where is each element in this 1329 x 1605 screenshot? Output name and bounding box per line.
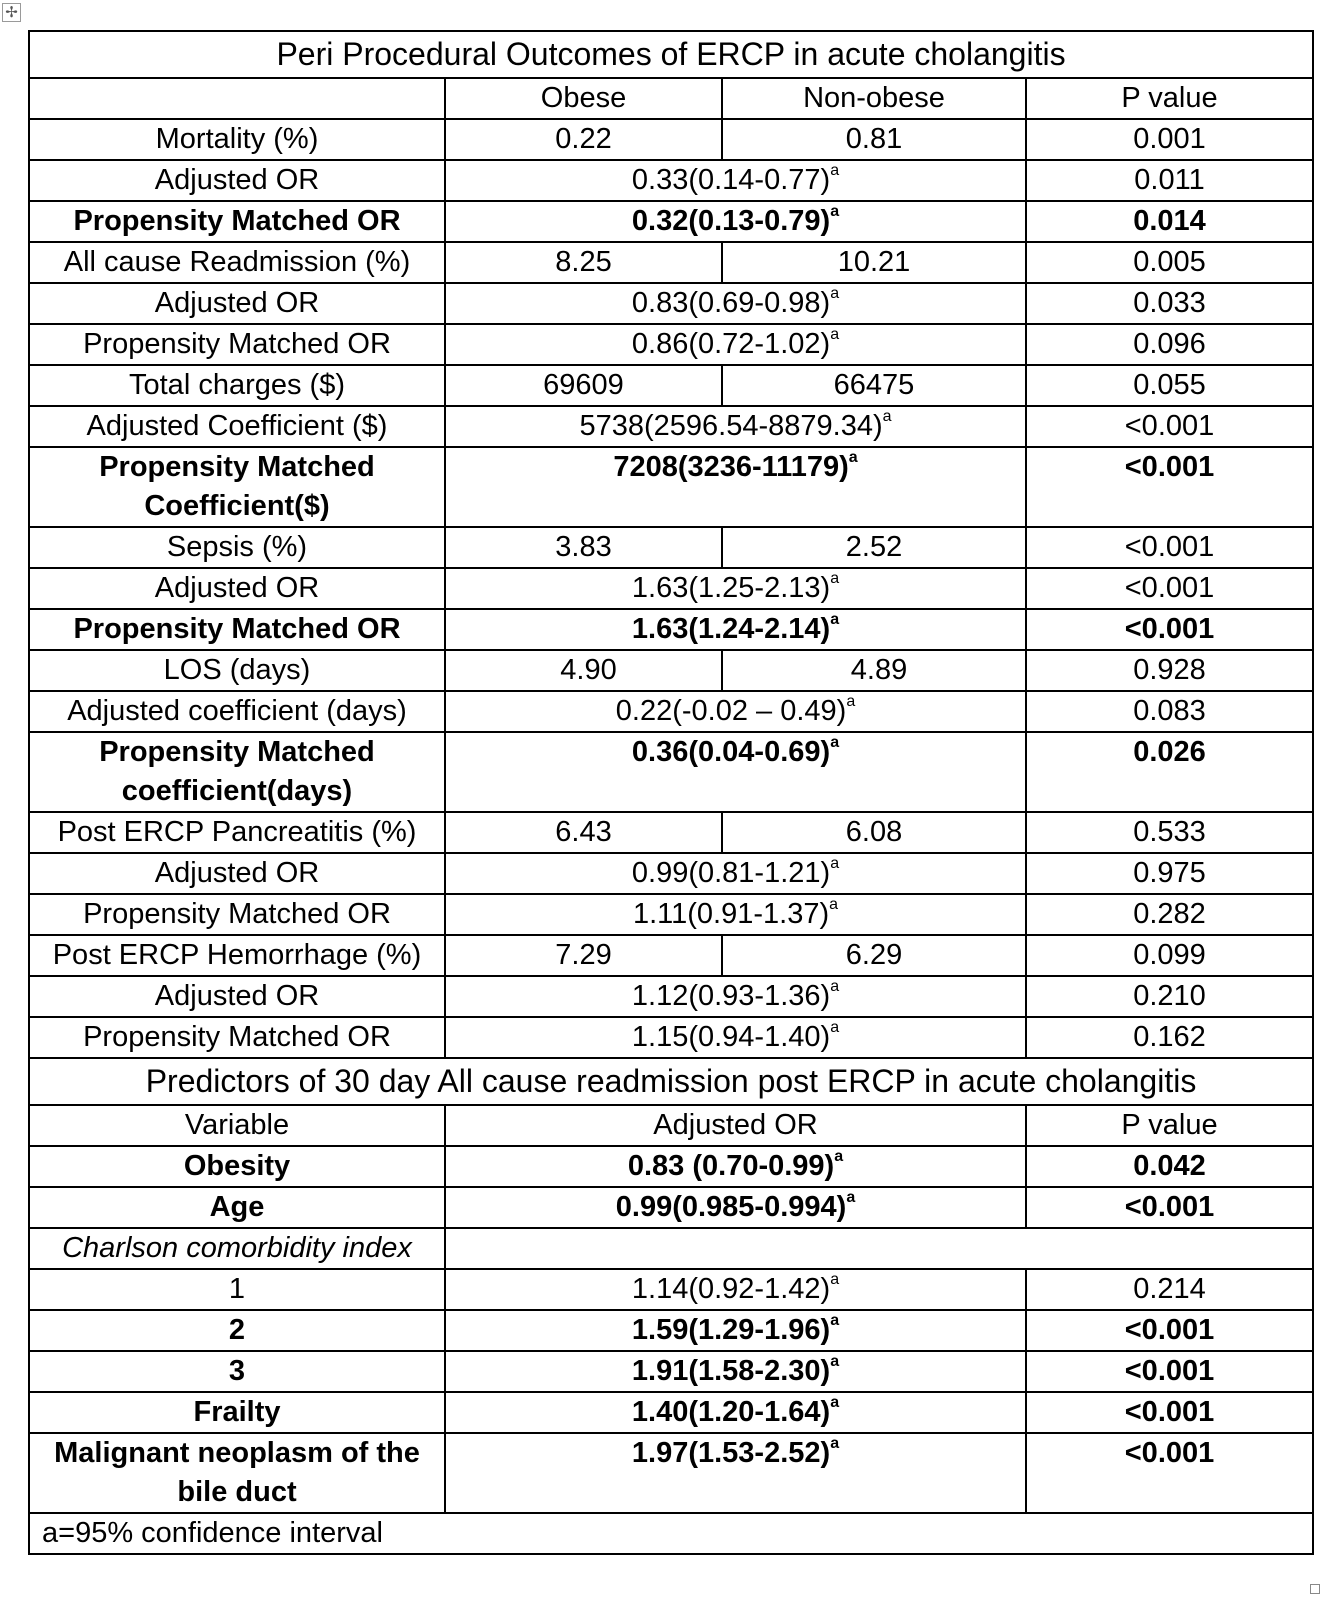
nonobese-value: 66475 — [722, 365, 1026, 406]
table-row — [29, 1187, 1313, 1228]
table-row — [29, 447, 1313, 527]
obese-value: 6.43 — [445, 812, 722, 853]
row-label: Adjusted OR — [29, 853, 445, 894]
p-value: <0.001 — [1026, 1187, 1313, 1228]
or-value: $1.59(1.29-1.96)^a$ — [445, 1310, 1026, 1351]
p-value: 0.928 — [1026, 650, 1313, 691]
row-label: 2 — [29, 1310, 445, 1351]
row-label: Age — [29, 1187, 445, 1228]
combined-value: 0.22(-0.02 – 0.49)$^a$ — [445, 691, 1026, 732]
table-row — [29, 324, 1313, 365]
p-value: 0.533 — [1026, 812, 1313, 853]
combined-value: $0.86(0.72-1.02)^a$ — [445, 324, 1026, 365]
table-row — [29, 527, 1313, 568]
header-pvalue-2: P value — [1026, 1105, 1313, 1146]
combined-value: $1.63(1.24-2.14)^a$ — [445, 609, 1026, 650]
p-value: 0.042 — [1026, 1146, 1313, 1187]
nonobese-value: 10.21 — [722, 242, 1026, 283]
row-label: LOS (days) — [29, 650, 445, 691]
p-value: 0.026 — [1026, 732, 1313, 812]
p-value: 0.162 — [1026, 1017, 1313, 1058]
row-label: Obesity — [29, 1146, 445, 1187]
p-value: <0.001 — [1026, 1310, 1313, 1351]
table-row — [29, 853, 1313, 894]
table-row — [29, 1146, 1313, 1187]
p-value: 0.083 — [1026, 691, 1313, 732]
table-row — [29, 732, 1313, 812]
row-label: Adjusted OR — [29, 976, 445, 1017]
row-label: Propensity Matched OR — [29, 609, 445, 650]
combined-value: $0.36(0.04-0.69)^a$ — [445, 732, 1026, 812]
nonobese-value: 6.29 — [722, 935, 1026, 976]
table1-title: Peri Procedural Outcomes of ERCP in acute cholangitis — [29, 31, 1313, 78]
p-value: <0.001 — [1026, 447, 1313, 527]
p-value: <0.001 — [1026, 1433, 1313, 1513]
obese-value: 7.29 — [445, 935, 722, 976]
table-row — [29, 812, 1313, 853]
or-value: $0.99(0.985-0.994)^a$ — [445, 1187, 1026, 1228]
results-table — [28, 30, 1314, 1555]
obese-value: 3.83 — [445, 527, 722, 568]
or-value: $1.14(0.92-1.42)^a$ — [445, 1269, 1026, 1310]
p-value: <0.001 — [1026, 609, 1313, 650]
table-row — [29, 609, 1313, 650]
p-value: 0.011 — [1026, 160, 1313, 201]
table-row — [29, 1269, 1313, 1310]
or-value: $1.91(1.58-2.30)^a$ — [445, 1351, 1026, 1392]
p-value: 0.055 — [1026, 365, 1313, 406]
row-label: Adjusted OR — [29, 283, 445, 324]
table-row — [29, 976, 1313, 1017]
nonobese-value: 6.08 — [722, 812, 1026, 853]
table-row — [29, 406, 1313, 447]
row-label: Charlson comorbidity index — [29, 1228, 445, 1269]
table-row — [29, 650, 1313, 691]
table-row — [29, 242, 1313, 283]
row-label: Mortality (%) — [29, 119, 445, 160]
or-value: $1.97(1.53-2.52)^a$ — [445, 1433, 1026, 1513]
table-row — [29, 283, 1313, 324]
obese-value: 0.22 — [445, 119, 722, 160]
obese-value: 4.90 — [445, 650, 722, 691]
row-label: Adjusted Coefficient ($) — [29, 406, 445, 447]
row-label: Adjusted OR — [29, 568, 445, 609]
p-value: <0.001 — [1026, 1392, 1313, 1433]
header-obese: Obese — [445, 78, 722, 119]
table-row — [29, 201, 1313, 242]
row-label: Frailty — [29, 1392, 445, 1433]
combined-value: $0.99(0.81-1.21)^a$ — [445, 853, 1026, 894]
header-nonobese: Non-obese — [722, 78, 1026, 119]
table-row — [29, 894, 1313, 935]
p-value: 0.033 — [1026, 283, 1313, 324]
combined-value: $1.12(0.93-1.36)^a$ — [445, 976, 1026, 1017]
or-value: 0.83 $(0.70-0.99)^a$ — [445, 1146, 1026, 1187]
combined-value: $0.83(0.69-0.98)^a$ — [445, 283, 1026, 324]
table-row — [29, 1017, 1313, 1058]
obese-value: 69609 — [445, 365, 722, 406]
table-row — [29, 691, 1313, 732]
combined-value: $0.32(0.13-0.79)^a$ — [445, 201, 1026, 242]
table-move-handle-icon[interactable]: ✢ — [2, 3, 21, 22]
p-value: 0.096 — [1026, 324, 1313, 365]
table-row — [29, 1392, 1313, 1433]
table-row — [29, 1351, 1313, 1392]
row-label: Propensity Matched Coefficient($) — [29, 447, 445, 527]
table2-title: Predictors of 30 day All cause readmission post ERCP in acute cholangitis — [29, 1058, 1313, 1105]
table-row — [29, 160, 1313, 201]
header-variable: Variable — [29, 1105, 445, 1146]
table-row — [29, 568, 1313, 609]
header-adjusted-or: Adjusted OR — [445, 1105, 1026, 1146]
p-value: 0.001 — [1026, 119, 1313, 160]
row-label: Post ERCP Pancreatitis (%) — [29, 812, 445, 853]
row-label: Post ERCP Hemorrhage (%) — [29, 935, 445, 976]
table-row — [29, 1228, 1313, 1269]
combined-value: $1.15(0.94-1.40)^a$ — [445, 1017, 1026, 1058]
table-row — [29, 1310, 1313, 1351]
p-value: <0.001 — [1026, 568, 1313, 609]
or-value: $1.40(1.20-1.64)^a$ — [445, 1392, 1026, 1433]
p-value: 0.975 — [1026, 853, 1313, 894]
row-label: Propensity Matched OR — [29, 1017, 445, 1058]
row-label: Total charges ($) — [29, 365, 445, 406]
table-resize-handle-icon[interactable] — [1310, 1584, 1320, 1594]
row-label: Propensity Matched coefficient(days) — [29, 732, 445, 812]
nonobese-value: 2.52 — [722, 527, 1026, 568]
nonobese-value: 0.81 — [722, 119, 1026, 160]
p-value: <0.001 — [1026, 1351, 1313, 1392]
table-row — [29, 935, 1313, 976]
p-value: 0.210 — [1026, 976, 1313, 1017]
obese-value: 8.25 — [445, 242, 722, 283]
combined-value: $1.11(0.91-1.37)^a$ — [445, 894, 1026, 935]
table-row — [29, 365, 1313, 406]
p-value: 0.282 — [1026, 894, 1313, 935]
nonobese-value: 4.89 — [722, 650, 1026, 691]
row-label: Adjusted coefficient (days) — [29, 691, 445, 732]
combined-value: $7208(3236-11179)^a$ — [445, 447, 1026, 527]
empty-cell — [445, 1228, 1313, 1269]
p-value: 0.014 — [1026, 201, 1313, 242]
p-value: 0.005 — [1026, 242, 1313, 283]
combined-value: $5738(2596.54-8879.34)^a$ — [445, 406, 1026, 447]
row-label: Propensity Matched OR — [29, 324, 445, 365]
p-value: 0.214 — [1026, 1269, 1313, 1310]
combined-value: $1.63(1.25-2.13)^a$ — [445, 568, 1026, 609]
header-pvalue: P value — [1026, 78, 1313, 119]
row-label: Sepsis (%) — [29, 527, 445, 568]
row-label: All cause Readmission (%) — [29, 242, 445, 283]
row-label: Adjusted OR — [29, 160, 445, 201]
footnote: a=95% confidence interval — [29, 1513, 1313, 1554]
row-label: 1 — [29, 1269, 445, 1310]
table-row — [29, 119, 1313, 160]
header-blank — [29, 78, 445, 119]
row-label: 3 — [29, 1351, 445, 1392]
p-value: <0.001 — [1026, 527, 1313, 568]
p-value: 0.099 — [1026, 935, 1313, 976]
row-label: Propensity Matched OR — [29, 894, 445, 935]
combined-value: $0.33(0.14-0.77)^a$ — [445, 160, 1026, 201]
row-label: Propensity Matched OR — [29, 201, 445, 242]
p-value: <0.001 — [1026, 406, 1313, 447]
row-label: Malignant neoplasm of the bile duct — [29, 1433, 445, 1513]
table-row — [29, 1433, 1313, 1513]
